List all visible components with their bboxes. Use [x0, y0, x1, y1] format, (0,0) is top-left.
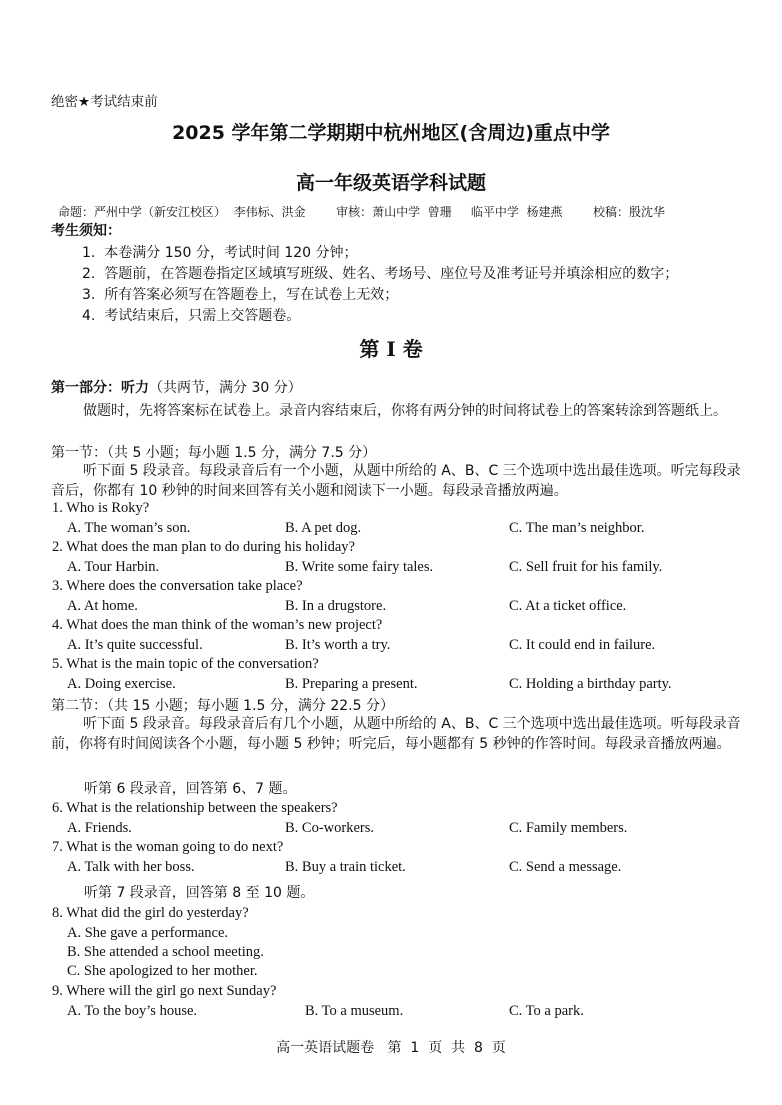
section2-title: 第二节：（共 15 小题；每小题 1.5 分，满分 22.5 分）	[51, 698, 394, 714]
question-2: 2. What does the man plan to do during his holiday?	[52, 539, 355, 555]
q5-option-a: A. Doing exercise.	[67, 676, 176, 692]
q8-option-b: B. She attended a school meeting.	[67, 944, 264, 960]
q3-option-a: A. At home.	[67, 598, 138, 614]
notice-item: 4. 考试结束后，只需上交答题卷。	[82, 308, 301, 324]
q8-option-a: A. She gave a performance.	[67, 925, 229, 941]
question-8: 8. What did the girl do yesterday?	[52, 905, 249, 921]
q9-option-c: C. To a park.	[509, 1003, 584, 1019]
q5-option-c: C. Holding a birthday party.	[509, 676, 672, 692]
q6-option-a: A. Friends.	[67, 820, 132, 836]
notice-heading: 考生须知：	[51, 223, 121, 239]
authors-line: 命题：严州中学（新安江校区） 李伟标、洪金 审核：萧山中学 曾珊 临平中学 杨建燕 校稿：殷沈华	[58, 205, 665, 219]
q5-option-b: B. Preparing a present.	[285, 676, 418, 692]
q9-option-a: A. To the boy’s house.	[67, 1003, 198, 1019]
q3-option-b: B. In a drugstore.	[285, 598, 387, 614]
question-7: 7. What is the woman going to do next?	[52, 839, 284, 855]
q2-option-a: A. Tour Harbin.	[67, 559, 160, 575]
segment7-note: 听第 7 段录音，回答第 8 至 10 题。	[84, 885, 315, 901]
q7-option-b: B. Buy a train ticket.	[285, 859, 406, 875]
part1-heading-label: 第一部分：听力	[51, 380, 149, 396]
q8-option-c: C. She apologized to her mother.	[67, 963, 258, 979]
notice-item: 2. 答题前，在答题卷指定区域填写班级、姓名、考场号、座位号及准考证号并填涂相应的数字；	[82, 266, 679, 282]
q4-option-a: A. It’s quite successful.	[67, 637, 203, 653]
question-4: 4. What does the man think of the woman’s new project?	[52, 617, 383, 633]
page-footer: 高一英语试题卷 第 1 页 共 8 页	[276, 1040, 506, 1056]
q1-option-b: B. A pet dog.	[285, 520, 362, 536]
q2-option-c: C. Sell fruit for his family.	[509, 559, 663, 575]
question-5: 5. What is the main topic of the conversation?	[52, 656, 319, 672]
notice-item: 1. 本卷满分 150 分，考试时间 120 分钟；	[82, 245, 358, 261]
question-9: 9. Where will the girl go next Sunday?	[52, 983, 277, 999]
part1-heading-note: （共两节，满分 30 分）	[149, 380, 302, 396]
question-6: 6. What is the relationship between the speakers?	[52, 800, 338, 816]
section1-title: 第一节：（共 5 小题；每小题 1.5 分，满分 7.5 分）	[51, 445, 377, 461]
q4-option-b: B. It’s worth a try.	[285, 637, 391, 653]
question-1: 1. Who is Roky?	[52, 500, 150, 516]
q6-option-b: B. Co-workers.	[285, 820, 375, 836]
q9-option-b: B. To a museum.	[305, 1003, 404, 1019]
q1-option-c: C. The man’s neighbor.	[509, 520, 645, 536]
confidential-mark: 绝密★考试结束前	[51, 94, 158, 110]
exam-title: 2025 学年第二学期期中杭州地区(含周边)重点中学	[172, 122, 610, 144]
q7-option-a: A. Talk with her boss.	[67, 859, 195, 875]
question-3: 3. Where does the conversation take place?	[52, 578, 303, 594]
q4-option-c: C. It could end in failure.	[509, 637, 656, 653]
q6-option-c: C. Family members.	[509, 820, 628, 836]
section1-intro: 听下面 5 段录音。每段录音后有一个小题，从题中所给的 A、B、C 三个选项中选出最佳选项。听完每段录音后，你都有 10 秒钟的时间来回答有关小题和阅读下一小题。每段录音播放两遍。	[51, 463, 741, 499]
part1-heading	[51, 377, 302, 397]
q1-option-a: A. The woman’s son.	[67, 520, 191, 536]
section2-intro: 听下面 5 段录音。每段录音后有几个小题，从题中所给的 A、B、C 三个选项中选出最佳选项。听每段录音前，你将有时间阅读各个小题，每小题 5 秒钟；听完后，每小题都有 5 秒钟的作答时间。每段录音播放两遍。	[51, 716, 741, 752]
q3-option-c: C. At a ticket office.	[509, 598, 627, 614]
segment6-note: 听第 6 段录音，回答第 6、7 题。	[84, 781, 297, 797]
q2-option-b: B. Write some fairy tales.	[285, 559, 434, 575]
q7-option-c: C. Send a message.	[509, 859, 622, 875]
exam-subtitle: 高一年级英语学科试题	[295, 172, 486, 194]
notice-item: 3. 所有答案必须写在答题卷上，写在试卷上无效；	[82, 287, 399, 303]
part1-intro: 做题时，先将答案标在试卷上。录音内容结束后，你将有两分钟的时间将试卷上的答案转涂到答题纸上。	[83, 403, 727, 419]
volume-title: 第 I 卷	[359, 337, 423, 361]
